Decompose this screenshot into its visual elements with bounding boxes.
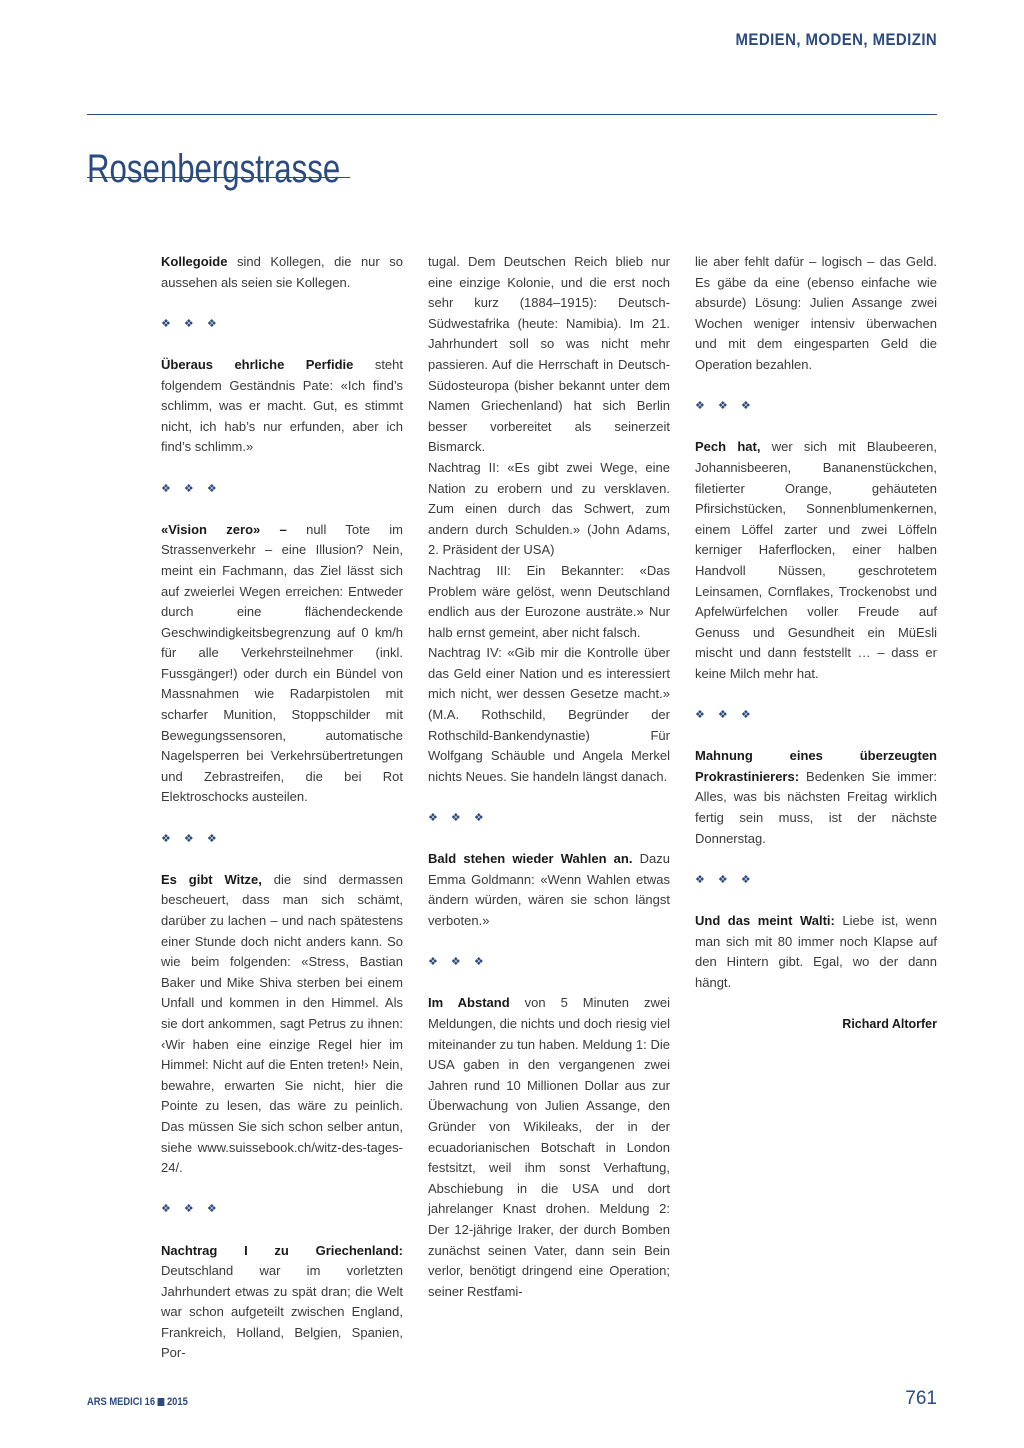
paragraph-text: Deutschland war im vorletzten Jahrhundert etwas zu spät dran; die Welt war schon aufgeteilt zwischen England, Frankreich, Holland, Belgien, Spanien, Por- <box>161 1263 403 1361</box>
separator-ornament: ❖ ❖ ❖ <box>695 400 756 413</box>
paragraph-mahnung <box>695 746 937 849</box>
top-divider <box>87 114 937 115</box>
paragraph-lead: Es gibt Witze, <box>161 871 262 887</box>
column-1 <box>161 252 403 1364</box>
paragraph-lead: Und das meint Walti: <box>695 913 835 928</box>
paragraph-text: wer sich mit Blaubeeren, Johannisbeeren, Bananenstückchen, filetierter Orange, gehäuteten Pfirsichstücken, Sonnenblumenkernen, einem Löffel zarter und zwei Löffeln kerniger Haferflocken, einer halben Handvoll Nüssen, geschrotetem Leinsamen, Cornflakes, Trockenobst und Apfelwürfelchen voller Freude auf Genuss und Gesundheit ein MüEsli mischt und dann feststellt … – dass er keine Milch mehr hat. <box>695 439 938 681</box>
paragraph-lead: Mahnung eines überzeugten Prokrastinierers: <box>695 748 937 784</box>
paragraph-lead: Nachtrag I zu Griechenland: <box>161 1242 403 1258</box>
paragraph-lead: Im Abstand <box>428 995 510 1011</box>
paragraph-text: steht folgendem Geständnis Pate: «Ich find’s schlimm, was er macht. Gut, es stimmt nicht, ich hab’s nur erfunden, aber ich find’s schlimm.» <box>161 356 404 455</box>
section-title: MEDIEN, MODEN, MEDIZIN <box>735 30 937 49</box>
column-2 <box>428 252 670 1302</box>
paragraph-pech <box>695 437 937 684</box>
paragraph-text: Bedenken Sie immer: Alles, was bis nächsten Freitag wirklich fertig sein muss, ist der nächste Donnerstag. <box>695 768 937 846</box>
square-icon <box>158 1398 165 1406</box>
separator-ornament: ❖ ❖ ❖ <box>695 709 756 722</box>
paragraph-wahlen <box>428 849 670 931</box>
paragraph-lead: Pech hat, <box>695 439 761 455</box>
footer-journal <box>87 1396 188 1408</box>
paragraph-witze <box>161 870 403 1179</box>
page-title: Rosenbergstrasse <box>87 146 341 191</box>
title-underline <box>87 177 350 178</box>
paragraph-lead: Bald stehen wieder Wahlen an. <box>428 851 633 867</box>
paragraph-griechenland-cont: tugal. Dem Deutschen Reich blieb nur eine einzige Kolonie, und die erst noch sehr kurz (1884–1915): Deutsch-Südwestafrika (heute: Namibia). Im 21. Jahrhundert soll so was nicht mehr passieren. Auf die Herrschaft in Deutsch- Südosteuropa (bisher bekannt unter dem Namen Griechenland) hat sich Berlin besser vorbereitet als seinerzeit Bismarck. <box>428 254 670 455</box>
paragraph-text: Dazu Emma Goldmann: «Wenn Wahlen etwas ändern würden, wären sie schon längst verboten.» <box>428 851 670 928</box>
paragraph-lead: Überaus ehrliche Perfidie <box>161 356 354 372</box>
paragraph-kollegoide <box>161 252 403 293</box>
separator-ornament: ❖ ❖ ❖ <box>428 956 489 969</box>
paragraph-walti <box>695 911 937 993</box>
paragraph-text: von 5 Minuten zwei Meldungen, die nichts und doch riesig viel miteinander zu tun haben. Meldung 1: Die USA gaben in den vergangenen zwei Jahren rund 10 Millionen Dollar aus zur Überwachung von Julien Assange, den Gründer von Wikileaks, der in der ecuadorianischen Botschaft in London festsitzt, weil ihm sonst Verhaftung, Abschiebung in die USA und dort jahrelanger Knast drohen. Meldung 2: Der 12-jährige Iraker, der durch Bomben zunächst seinen Vater, dann sein Bein verlor, benötigt dringend eine Operation; seiner Restfami- <box>428 995 670 1299</box>
paragraph-text: Liebe ist, wenn man sich mit 80 immer noch Klapse auf den Hintern gibt. Egal, wo der dann hängt. <box>695 913 937 990</box>
author-name: Richard Altorfer <box>842 1016 937 1031</box>
column-3 <box>695 252 937 1035</box>
separator-ornament: ❖ ❖ ❖ <box>161 317 222 330</box>
paragraph-text: null Tote im Strassenverkehr – eine Illusion? Nein, meint ein Fachmann, das Ziel lässt sich auf zweierlei Wegen erreichen: Entweder durch eine flächendeckende Geschwindigkeitsbegrenzung auf 0 km/h für alle Verkehrsteilnehmer (inkl. Fussgänger!) oder durch ein Bündel von Massnahmen wie Radarpistolen mit scharfer Munition, Stoppschilder mit Bewegungssensoren, automatische Nagelsperren bei Verkehrsübertretungen und Zebrastreifen, die bei Rot Elektroschocks austeilen. <box>161 521 403 805</box>
paragraph-lead: Kollegoide <box>161 254 228 269</box>
paragraph-lead: «Vision zero» – <box>161 521 287 537</box>
page-number: 761 <box>905 1388 937 1409</box>
separator-ornament: ❖ ❖ ❖ <box>695 873 756 886</box>
paragraph-im-abstand <box>428 993 670 1302</box>
paragraph-perfidie <box>161 355 403 458</box>
paragraph-nachtrag-3: Nachtrag III: Ein Bekannter: «Das Problem wäre gelöst, wenn Deutschland endlich aus der Eurozone austräte.» Nur halb ernst gemeint, aber nicht falsch. <box>428 562 670 640</box>
paragraph-restfamilie: lie aber fehlt dafür – logisch – das Geld. Es gäbe da eine (ebenso einfache wie absurde) Lösung: Julien Assange zwei Wochen weniger intensiv überwachen und mit dem eingesparten Geld die Operation bezahlen. <box>695 254 937 372</box>
journal-name: ARS MEDICI 16 <box>87 1396 156 1408</box>
paragraph-vision-zero <box>161 520 403 808</box>
paragraph-text: die sind dermassen bescheuert, dass man sich schämt, darüber zu lachen – und nach spätestens einer Stunde doch nicht anders kann. So wie beim folgenden: «Stress, Bastian Baker und Mike Shiva sterben bei einem Unfall und kommen in den Himmel. Als sie dort ankommen, sagt Petrus zu ihnen: ‹Wir haben eine einzige Regel hier im Himmel: Nicht auf die Enten treten!› Nein, bewahre, erwarten Sie nicht, hier die Pointe zu lesen, das wäre zu peinlich. Das müssen Sie sich schon selber antun, siehe www.suissebook.ch/witz-des-tages-24/. <box>161 871 404 1176</box>
separator-ornament: ❖ ❖ ❖ <box>161 482 222 495</box>
paragraph-text: sind Kollegen, die nur so aussehen als seien sie Kollegen. <box>161 254 403 290</box>
separator-ornament: ❖ ❖ ❖ <box>161 1203 222 1216</box>
paragraph-nachtrag-1 <box>161 1241 403 1365</box>
paragraph-nachtrag-4: Nachtrag IV: «Gib mir die Kontrolle über das Geld einer Nation und es interessiert mich nicht, wer dessen Gesetze macht.» (M.A. Rothschild, Begründer der Rothschild-Bankendynastie) Für Wolfgang Schäuble und Angela Merkel nichts Neues. Sie handeln längst danach. <box>428 645 670 784</box>
separator-ornament: ❖ ❖ ❖ <box>161 832 222 845</box>
separator-ornament: ❖ ❖ ❖ <box>428 812 489 825</box>
journal-year: 2015 <box>166 1396 188 1408</box>
paragraph-nachtrag-2: Nachtrag II: «Es gibt zwei Wege, eine Nation zu erobern und zu versklaven. Zum einen durch das Schwert, zum andern durch Schulden.» (John Adams, 2. Präsident der USA) <box>428 459 670 558</box>
